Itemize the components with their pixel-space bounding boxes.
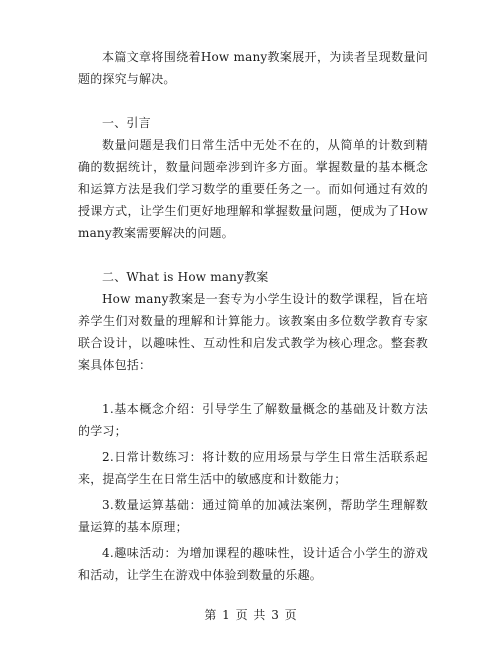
- list-item: 1.基本概念介绍：引导学生了解数量概念的基础及计数方法的学习；: [78, 402, 428, 438]
- list-item: 4.趣味活动：为增加课程的趣味性，设计适合小学生的游戏和活动，让学生在游戏中体验到数量的乐趣。: [78, 546, 428, 582]
- document-body: [78, 46, 428, 586]
- section-heading-what-is: 二、What is How many教案: [102, 270, 269, 284]
- section-paragraph-what-is: How many教案是一套专为小学生设计的数学课程，旨在培养学生们对数量的理解和计算能力。该教案由多位数学教育专家联合设计，以趣味性、互动性和启发式教学为核心理念。整套教案具体包括：: [78, 292, 428, 372]
- page-indicator: 第 1 页 共 3 页: [204, 608, 298, 622]
- list-item: 3.数量运算基础：通过简单的加减法案例，帮助学生理解数量运算的基本原理；: [78, 498, 428, 534]
- intro-paragraph: 本篇文章将围绕着How many教案展开，为读者呈现数量问题的探究与解决。: [78, 50, 428, 86]
- section-paragraph-introduction: 数量问题是我们日常生活中无处不在的，从简单的计数到精确的数据统计，数量问题牵涉到许多方面。掌握数量的基本概念和运算方法是我们学习数学的重要任务之一。而如何通过有效的授课方式，让学生们更好地理解和掌握数量问题，便成为了How many教案需要解决的问题。: [78, 138, 428, 240]
- section-heading-introduction: 一、引言: [102, 116, 151, 130]
- list-item: 2.日常计数练习：将计数的应用场景与学生日常生活联系起来，提高学生在日常生活中的敏感度和计数能力；: [78, 450, 428, 486]
- page-footer: [0, 607, 502, 623]
